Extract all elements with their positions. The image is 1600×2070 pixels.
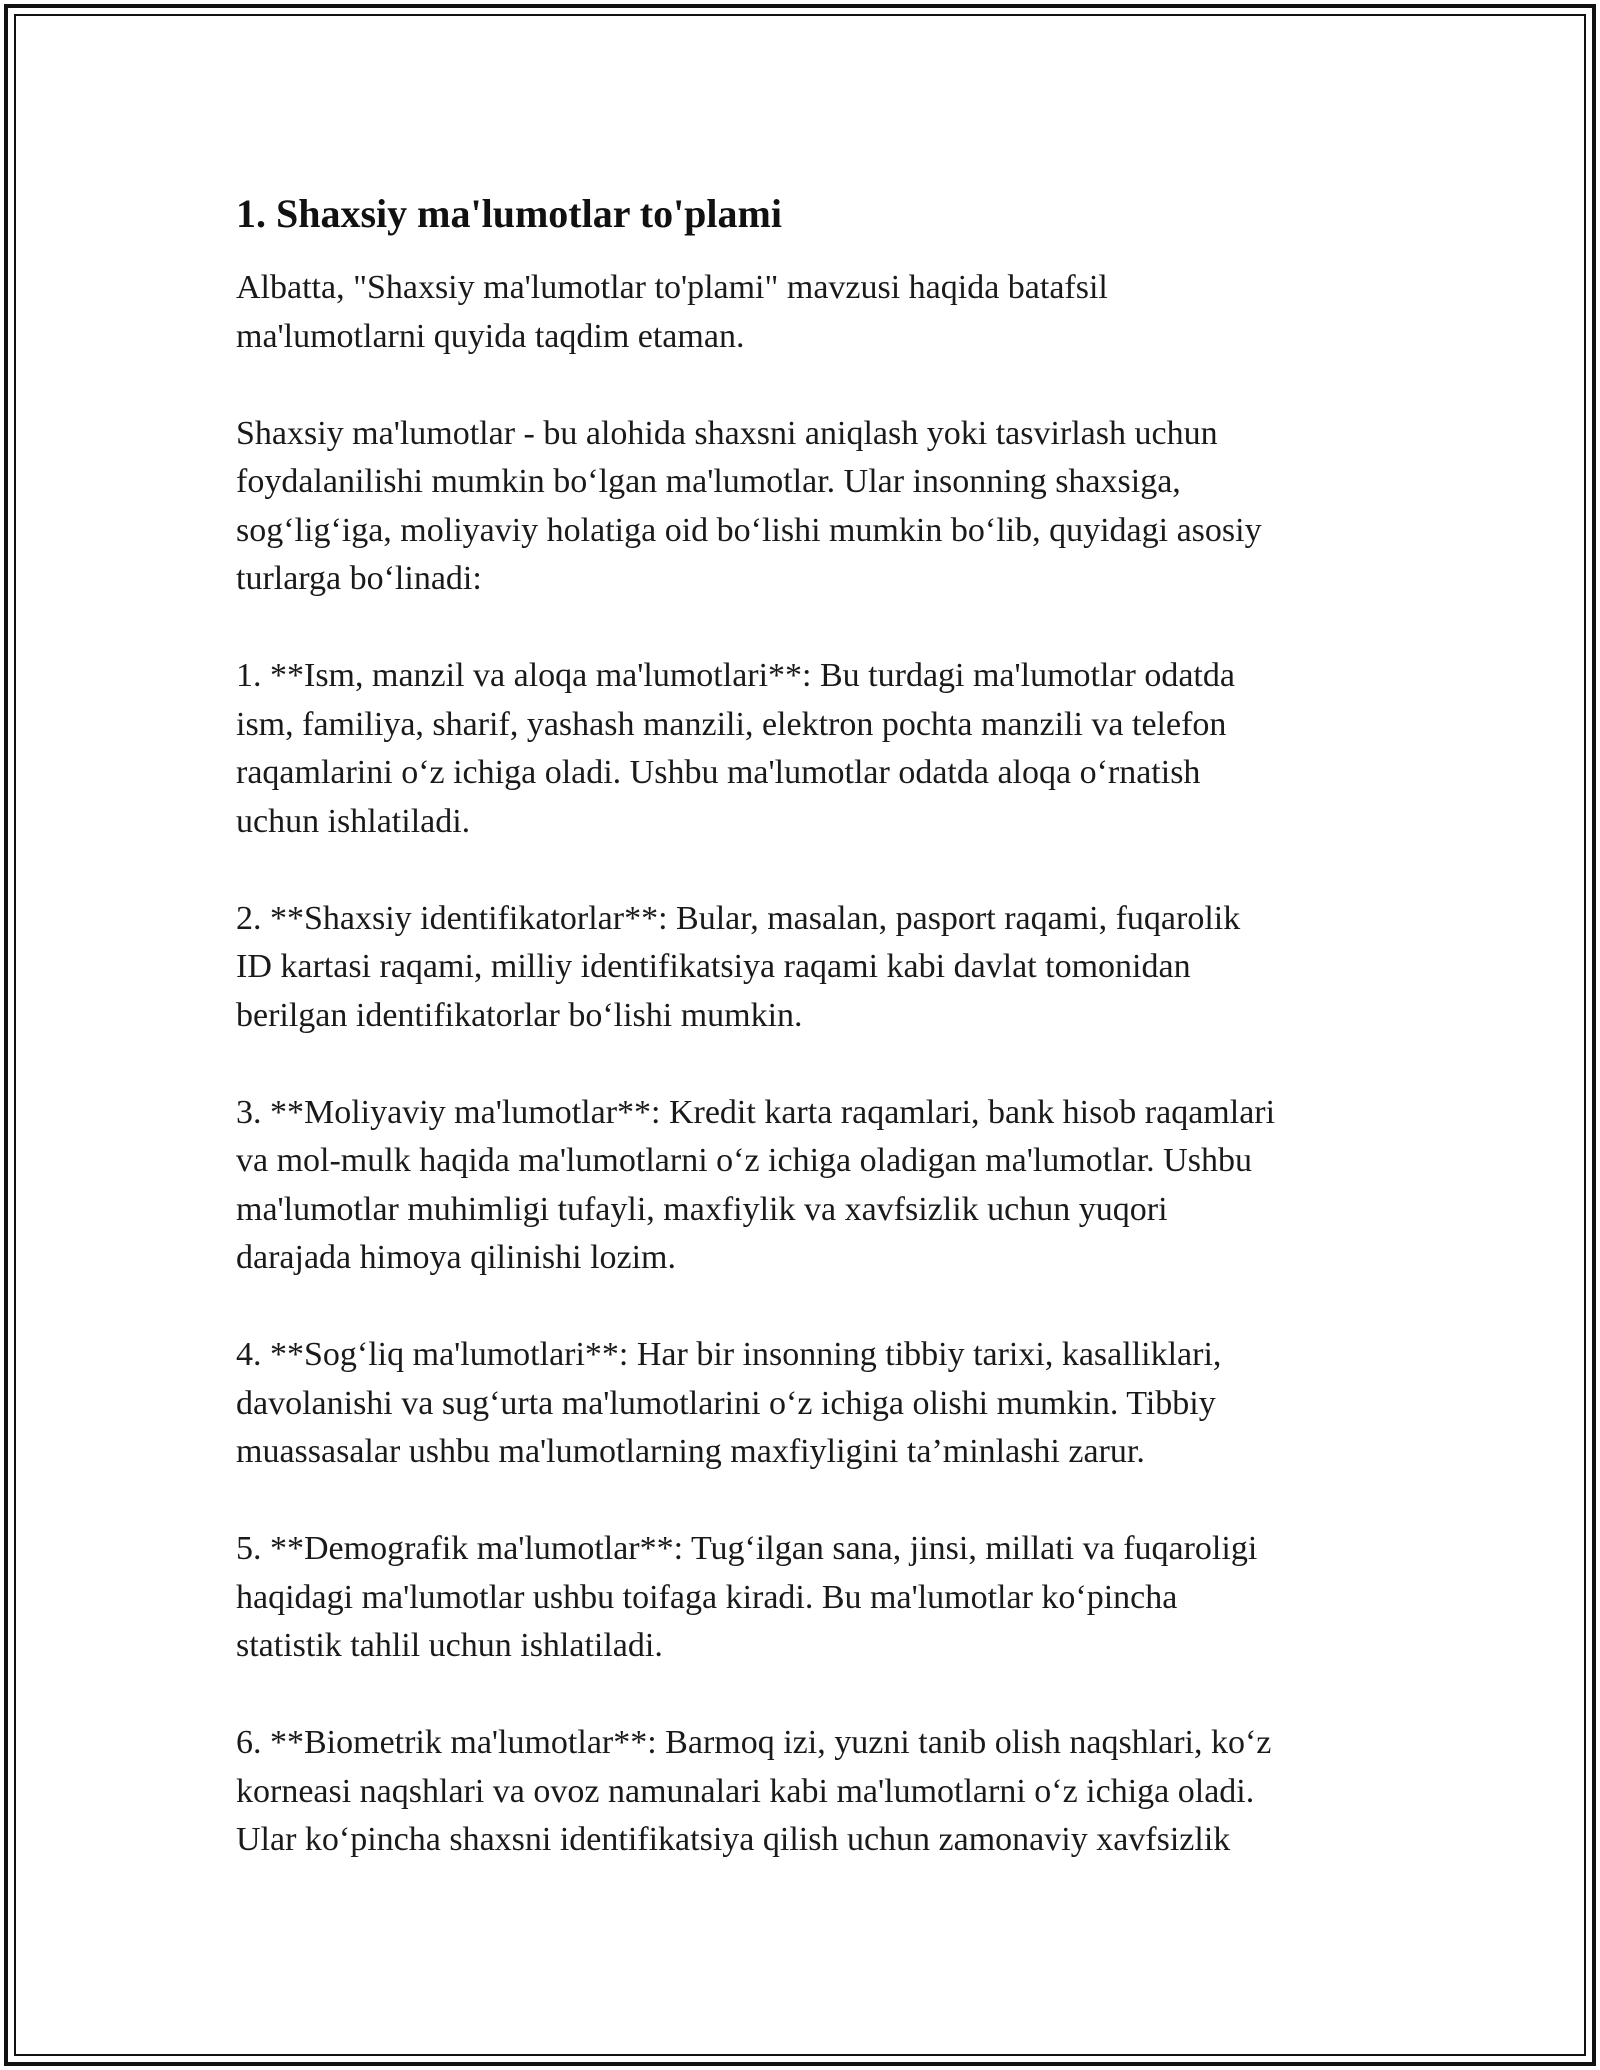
paragraph-line: ma'lumotlarni quyida taqdim etaman. [236, 317, 745, 355]
paragraph-line: foydalanilishi mumkin boʻlgan ma'lumotlar. Ular insonning shaxsiga, [236, 463, 1181, 500]
paragraph-line: 3. **Moliyaviy ma'lumotlar**: Kredit karta raqamlari, bank hisob raqamlari [236, 1093, 1276, 1131]
paragraph-line: Ular koʻpincha shaxsni identifikatsiya qilish uchun zamonaviy xavfsizlik [236, 1821, 1231, 1858]
section-heading: 1. Shaxsiy ma'lumotlar to'plami [236, 191, 782, 236]
document-body [236, 188, 1376, 1913]
list-item-identifiers [236, 895, 1376, 1041]
paragraph-line: 4. **Sogʻliq ma'lumotlari**: Har bir insonning tibbiy tarixi, kasalliklari, [236, 1336, 1222, 1373]
paragraph-line: haqidagi ma'lumotlar ushbu toifaga kiradi. Bu ma'lumotlar koʻpincha [236, 1578, 1178, 1616]
paragraph-line: darajada himoya qilinishi lozim. [236, 1239, 677, 1276]
paragraph-line: davolanishi va sugʻurta ma'lumotlarini oʻz ichiga olishi mumkin. Tibbiy [236, 1384, 1216, 1422]
paragraph-line: raqamlarini oʻz ichiga oladi. Ushbu ma'lumotlar odatda aloqa oʻrnatish [236, 754, 1201, 791]
paragraph-line: Albatta, "Shaxsiy ma'lumotlar to'plami" mavzusi haqida batafsil [236, 269, 1108, 306]
paragraph-line: ID kartasi raqami, milliy identifikatsiya raqami kabi davlat tomonidan [236, 948, 1191, 985]
paragraph-line: statistik tahlil uchun ishlatiladi. [236, 1627, 663, 1664]
paragraph-line: muassasalar ushbu ma'lumotlarning maxfiyligini ta’minlashi zarur. [236, 1433, 1145, 1470]
paragraph-line: va mol-mulk haqida ma'lumotlarni oʻz ichiga oladigan ma'lumotlar. Ushbu [236, 1142, 1252, 1179]
paragraph-line: 2. **Shaxsiy identifikatorlar**: Bular, masalan, pasport raqami, fuqarolik [236, 899, 1241, 937]
paragraph-line: ism, familiya, sharif, yashash manzili, elektron pochta manzili va telefon [236, 705, 1227, 743]
paragraph-definition [236, 410, 1376, 604]
list-item-financial [236, 1089, 1376, 1283]
list-item-contact-info [236, 652, 1376, 846]
list-item-health [236, 1331, 1376, 1477]
paragraph-line: turlarga boʻlinadi: [236, 560, 482, 597]
paragraph-line: uchun ishlatiladi. [236, 802, 471, 840]
paragraph-line: 6. **Biometrik ma'lumotlar**: Barmoq izi, yuzni tanib olish naqshlari, koʻz [236, 1724, 1272, 1761]
paragraph-line: berilgan identifikatorlar boʻlishi mumkin. [236, 996, 803, 1034]
paragraph-line: Shaxsiy ma'lumotlar - bu alohida shaxsni aniqlash yoki tasvirlash uchun [236, 414, 1218, 452]
paragraph-line: sogʻligʻiga, moliyaviy holatiga oid boʻlishi mumkin boʻlib, quyidagi asosiy [236, 511, 1262, 549]
list-item-biometric [236, 1719, 1376, 1865]
paragraph-intro [236, 264, 1376, 361]
paragraph-line: ma'lumotlar muhimligi tufayli, maxfiylik va xavfsizlik uchun yuqori [236, 1190, 1168, 1228]
paragraph-line: korneasi naqshlari va ovoz namunalari kabi ma'lumotlarni oʻz ichiga oladi. [236, 1772, 1255, 1810]
paragraph-line: 1. **Ism, manzil va aloqa ma'lumotlari**: Bu turdagi ma'lumotlar odatda [236, 657, 1235, 694]
list-item-demographic [236, 1525, 1376, 1671]
paragraph-line: 5. **Demografik ma'lumotlar**: Tugʻilgan sana, jinsi, millati va fuqaroligi [236, 1530, 1258, 1567]
